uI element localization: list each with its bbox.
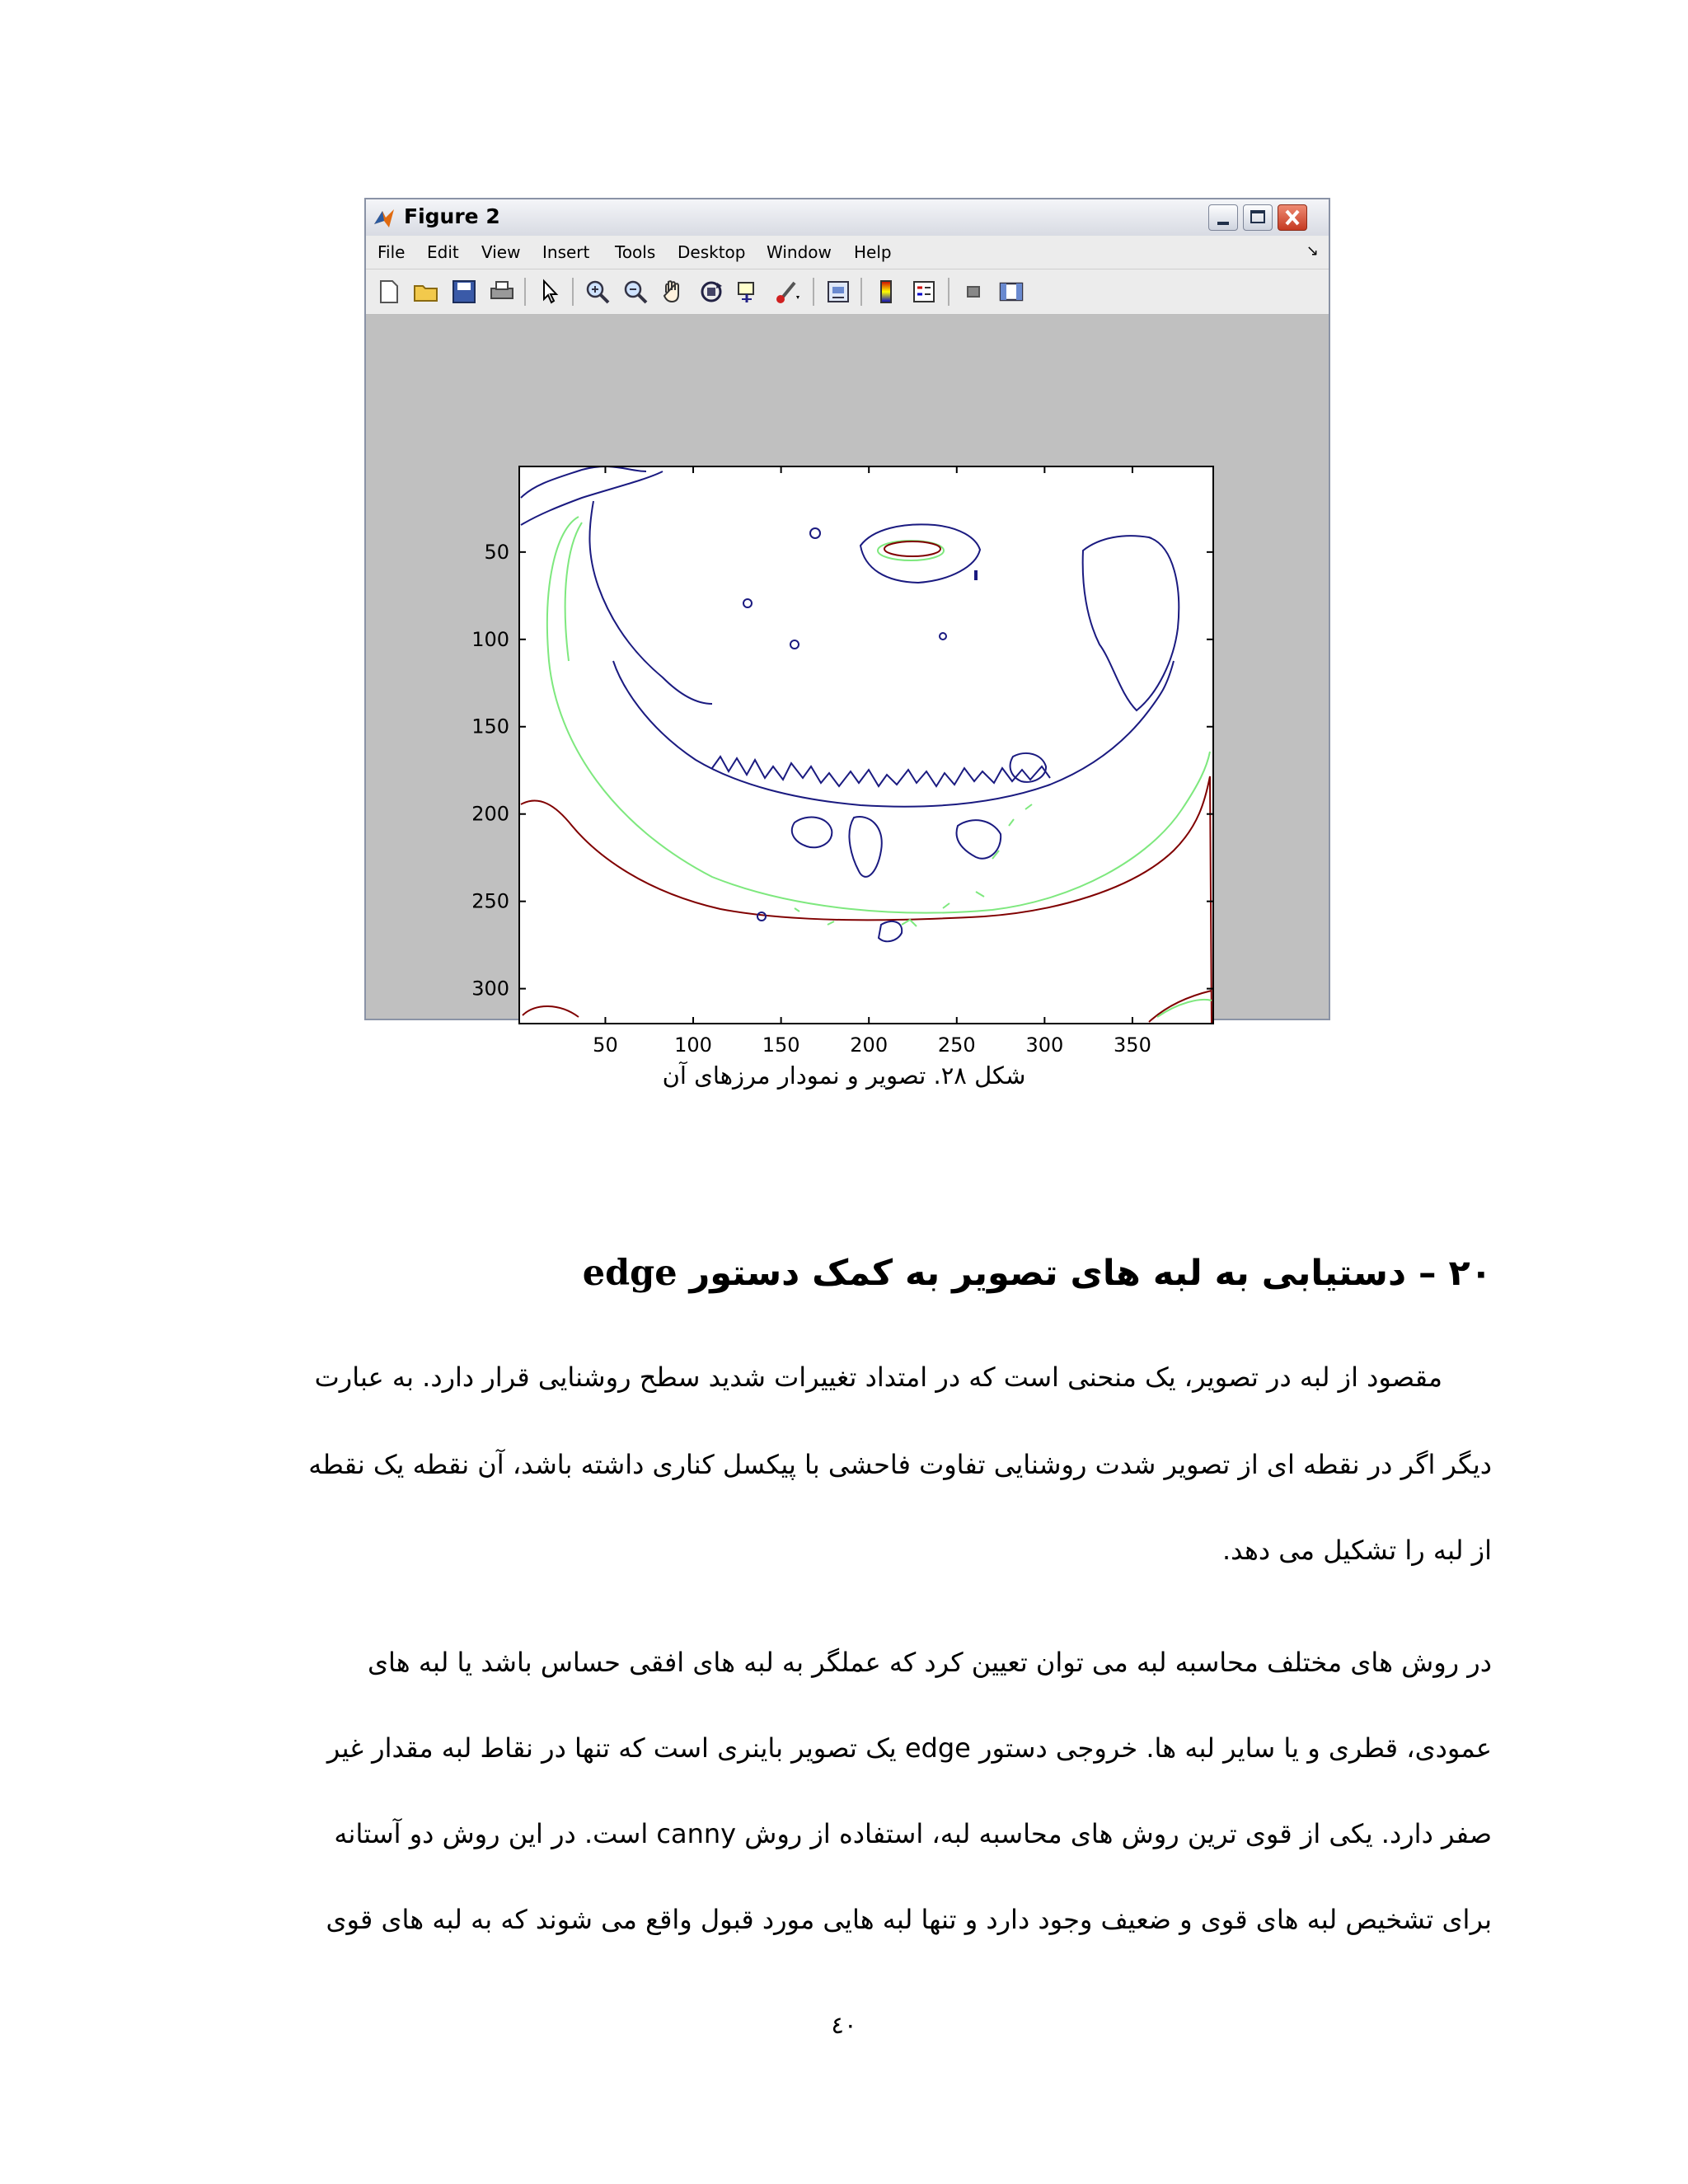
- zoom-in-icon[interactable]: [584, 278, 612, 306]
- heading-number: ۲۰ –: [1406, 1253, 1492, 1294]
- rotate-3d-icon[interactable]: [697, 278, 725, 306]
- colorbar-icon[interactable]: [872, 278, 900, 306]
- paragraph-line: در روش های مختلف محاسبه لبه می توان تعیین کرد که عملگر به لبه های افقی حساس باشد یا لبه های: [367, 1647, 1492, 1678]
- new-file-icon[interactable]: [374, 278, 402, 306]
- menubar-dock-arrow-icon[interactable]: ↘: [1306, 242, 1319, 260]
- save-icon[interactable]: [450, 278, 478, 306]
- figure-toolbar: [366, 269, 1329, 315]
- x-tick-label: 50: [593, 1033, 618, 1057]
- x-tick-label: 200: [850, 1033, 889, 1057]
- heading-text: دستیابی به لبه های تصویر به کمک دستور: [677, 1253, 1407, 1294]
- menu-view[interactable]: View: [481, 242, 521, 262]
- hide-plot-tools-icon[interactable]: [959, 278, 987, 306]
- menu-tools[interactable]: Tools: [615, 242, 656, 262]
- paragraph-line: عمودی، قطری و یا سایر لبه ها. خروجی دستور edge یک تصویر باینری است که تنها در نقاط لبه مقدار غیر: [326, 1732, 1492, 1764]
- menu-insert[interactable]: Insert: [542, 242, 590, 262]
- maximize-button[interactable]: [1243, 204, 1273, 231]
- section-heading: [583, 1253, 1492, 1294]
- y-tick-label: 100: [471, 627, 509, 651]
- legend-icon[interactable]: [910, 278, 938, 306]
- link-plot-icon[interactable]: [824, 278, 852, 306]
- show-plot-tools-icon[interactable]: [997, 278, 1025, 306]
- x-tick-label: 250: [937, 1033, 976, 1057]
- figure-canvas: [366, 315, 1329, 1057]
- pointer-icon[interactable]: [536, 278, 564, 306]
- figure-caption: شکل ۲۸. تصویر و نمودار مرزهای آن: [662, 1062, 1026, 1090]
- image-background: [519, 466, 1213, 1024]
- paragraph-line: از لبه را تشکیل می دهد.: [1221, 1535, 1492, 1566]
- menu-window[interactable]: Window: [767, 242, 832, 262]
- y-tick-label: 250: [471, 889, 509, 913]
- page-number: ٤٠: [831, 2011, 857, 2039]
- data-cursor-icon[interactable]: [735, 278, 763, 306]
- open-folder-icon[interactable]: [412, 278, 440, 306]
- brush-icon[interactable]: [773, 278, 801, 306]
- matlab-figure-window: [364, 198, 1330, 1057]
- menu-bar: [366, 236, 1329, 269]
- paragraph-line: صفر دارد. یکی از قوی ترین روش های محاسبه لبه، استفاده از روش canny است. در این روش دو آستانه: [334, 1818, 1492, 1849]
- zoom-out-icon[interactable]: [621, 278, 649, 306]
- title-bar[interactable]: [366, 199, 1329, 237]
- close-button[interactable]: [1278, 204, 1307, 231]
- x-tick-label: 150: [762, 1033, 800, 1057]
- y-tick-label: 150: [471, 715, 509, 738]
- close-icon: [1278, 205, 1306, 230]
- y-tick-label: 200: [471, 802, 509, 826]
- menu-edit[interactable]: Edit: [427, 242, 459, 262]
- y-tick-label: 300: [471, 977, 509, 1001]
- window-title: Figure 2: [404, 204, 500, 228]
- paragraph-line: برای تشخیص لبه های قوی و ضعیف وجود دارد و تنها لبه هایی مورد قبول واقع می شوند که به لبه های قوی: [326, 1904, 1492, 1935]
- menu-desktop[interactable]: Desktop: [678, 242, 746, 262]
- menu-help[interactable]: Help: [854, 242, 892, 262]
- x-tick-label: 100: [674, 1033, 712, 1057]
- edge-contour-image: [519, 466, 1213, 1024]
- menu-file[interactable]: File: [377, 242, 406, 262]
- matlab-logo-icon: [373, 206, 396, 229]
- heading-latin-term: edge: [582, 1253, 678, 1294]
- y-tick-label: 50: [484, 540, 509, 564]
- print-icon[interactable]: [488, 278, 516, 306]
- paragraph-line: مقصود از لبه در تصویر، یک منحنی است که در امتداد تغییرات شدید سطح روشنایی قرار دارد. به عبارت: [314, 1361, 1442, 1393]
- x-tick-label: 350: [1114, 1033, 1151, 1057]
- x-tick-label: 300: [1025, 1033, 1064, 1057]
- minimize-button[interactable]: [1208, 204, 1238, 231]
- paragraph-line: دیگر اگر در نقطه ای از تصویر شدت روشنایی تفاوت فاحشی با پیکسل کناری داشته باشد، آن نقطه یک نقطه: [308, 1449, 1492, 1480]
- pan-hand-icon[interactable]: [659, 278, 687, 306]
